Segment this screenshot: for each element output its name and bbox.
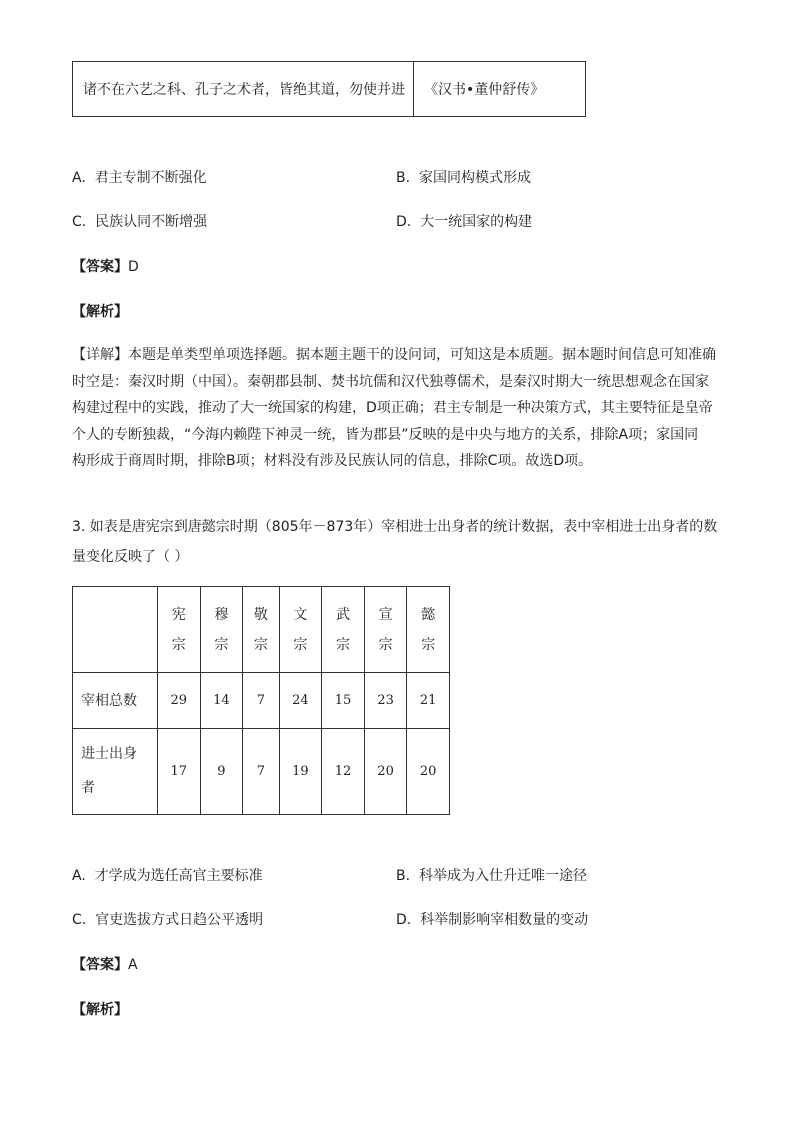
column-header: 宣 宗	[364, 587, 407, 673]
q2-option-c[interactable]: C. 民族认同不断增强	[72, 214, 208, 230]
q2-option-b[interactable]: B. 家国同构模式形成	[396, 170, 531, 186]
q3-option-d[interactable]: D. 科举制影响宰相数量的变动	[396, 912, 589, 928]
q3-option-a[interactable]: A. 才学成为选任高官主要标准	[72, 868, 263, 884]
q3-option-c[interactable]: C. 官吏选拔方式日趋公平透明	[72, 912, 264, 928]
table-cell: 20	[364, 728, 407, 814]
column-header: 宪 宗	[158, 587, 201, 673]
detail-line: 【详解】本题是单类型单项选择题。据本题主题干的设问词，可知这是本质题。据本题时间信息可知准确	[72, 347, 716, 363]
table-cell: 23	[364, 673, 407, 728]
table-cell: 12	[322, 728, 365, 814]
table-row	[73, 728, 450, 814]
table-cell: 20	[407, 728, 450, 814]
column-header: 穆 宗	[200, 587, 243, 673]
detail-line: 个人的专断独裁，“今海内赖陛下神灵一统，皆为郡县”反映的是中央与地方的关系，排除A项；家国同	[72, 426, 699, 443]
table-cell: 14	[200, 673, 243, 728]
table-corner	[73, 587, 158, 673]
q2-analysis-label: 【解析】	[72, 304, 128, 320]
table-row	[73, 673, 450, 728]
q2-option-d[interactable]: D. 大一统国家的构建	[396, 214, 533, 230]
column-header: 文 宗	[279, 587, 322, 673]
table-cell: 29	[158, 673, 201, 728]
table-cell: 21	[407, 673, 450, 728]
table-cell: 24	[279, 673, 322, 728]
table-cell: 7	[243, 673, 279, 728]
q2-detail	[72, 342, 722, 475]
quote-table	[72, 61, 586, 117]
q3-stem: 3. 如表是唐宪宗到唐懿宗时期（805年－873年）宰相进士出身者的统计数据，表中宰相进士出身者的数 量变化反映了（ ）	[72, 519, 718, 565]
row-label: 宰相总数	[73, 673, 158, 728]
quote-text: 诸不在六艺之科、孔子之术者，皆绝其道，勿使并进	[73, 62, 414, 117]
table-cell: 17	[158, 728, 201, 814]
table-cell: 7	[243, 728, 279, 814]
q3-answer: 【答案】A	[72, 957, 138, 973]
table-cell: 19	[279, 728, 322, 814]
detail-line: 构建过程中的实践，推动了大一统国家的构建，D项正确；君主专制是一种决策方式，其主要特征是皇帝	[72, 400, 713, 416]
column-header: 武 宗	[322, 587, 365, 673]
q3-analysis-label: 【解析】	[72, 1002, 128, 1018]
q2-option-a[interactable]: A. 君主专制不断强化	[72, 170, 207, 186]
quote-source: 《汉书•董仲舒传》	[414, 62, 586, 117]
table-cell: 15	[322, 673, 365, 728]
column-header: 敬 宗	[243, 587, 279, 673]
row-label: 进士出身 者	[73, 728, 158, 814]
data-table	[72, 586, 450, 815]
q3-option-b[interactable]: B. 科举成为入仕升迁唯一途径	[396, 868, 587, 884]
column-header: 懿 宗	[407, 587, 450, 673]
detail-line: 时空是：秦汉时期（中国）。秦朝郡县制、焚书坑儒和汉代独尊儒术，是秦汉时期大一统思想观念在国家	[72, 373, 709, 390]
q2-answer: 【答案】D	[72, 259, 139, 275]
detail-line: 构形成于商周时期，排除B项；材料没有涉及民族认同的信息，排除C项。故选D项。	[72, 453, 593, 469]
table-cell: 9	[200, 728, 243, 814]
